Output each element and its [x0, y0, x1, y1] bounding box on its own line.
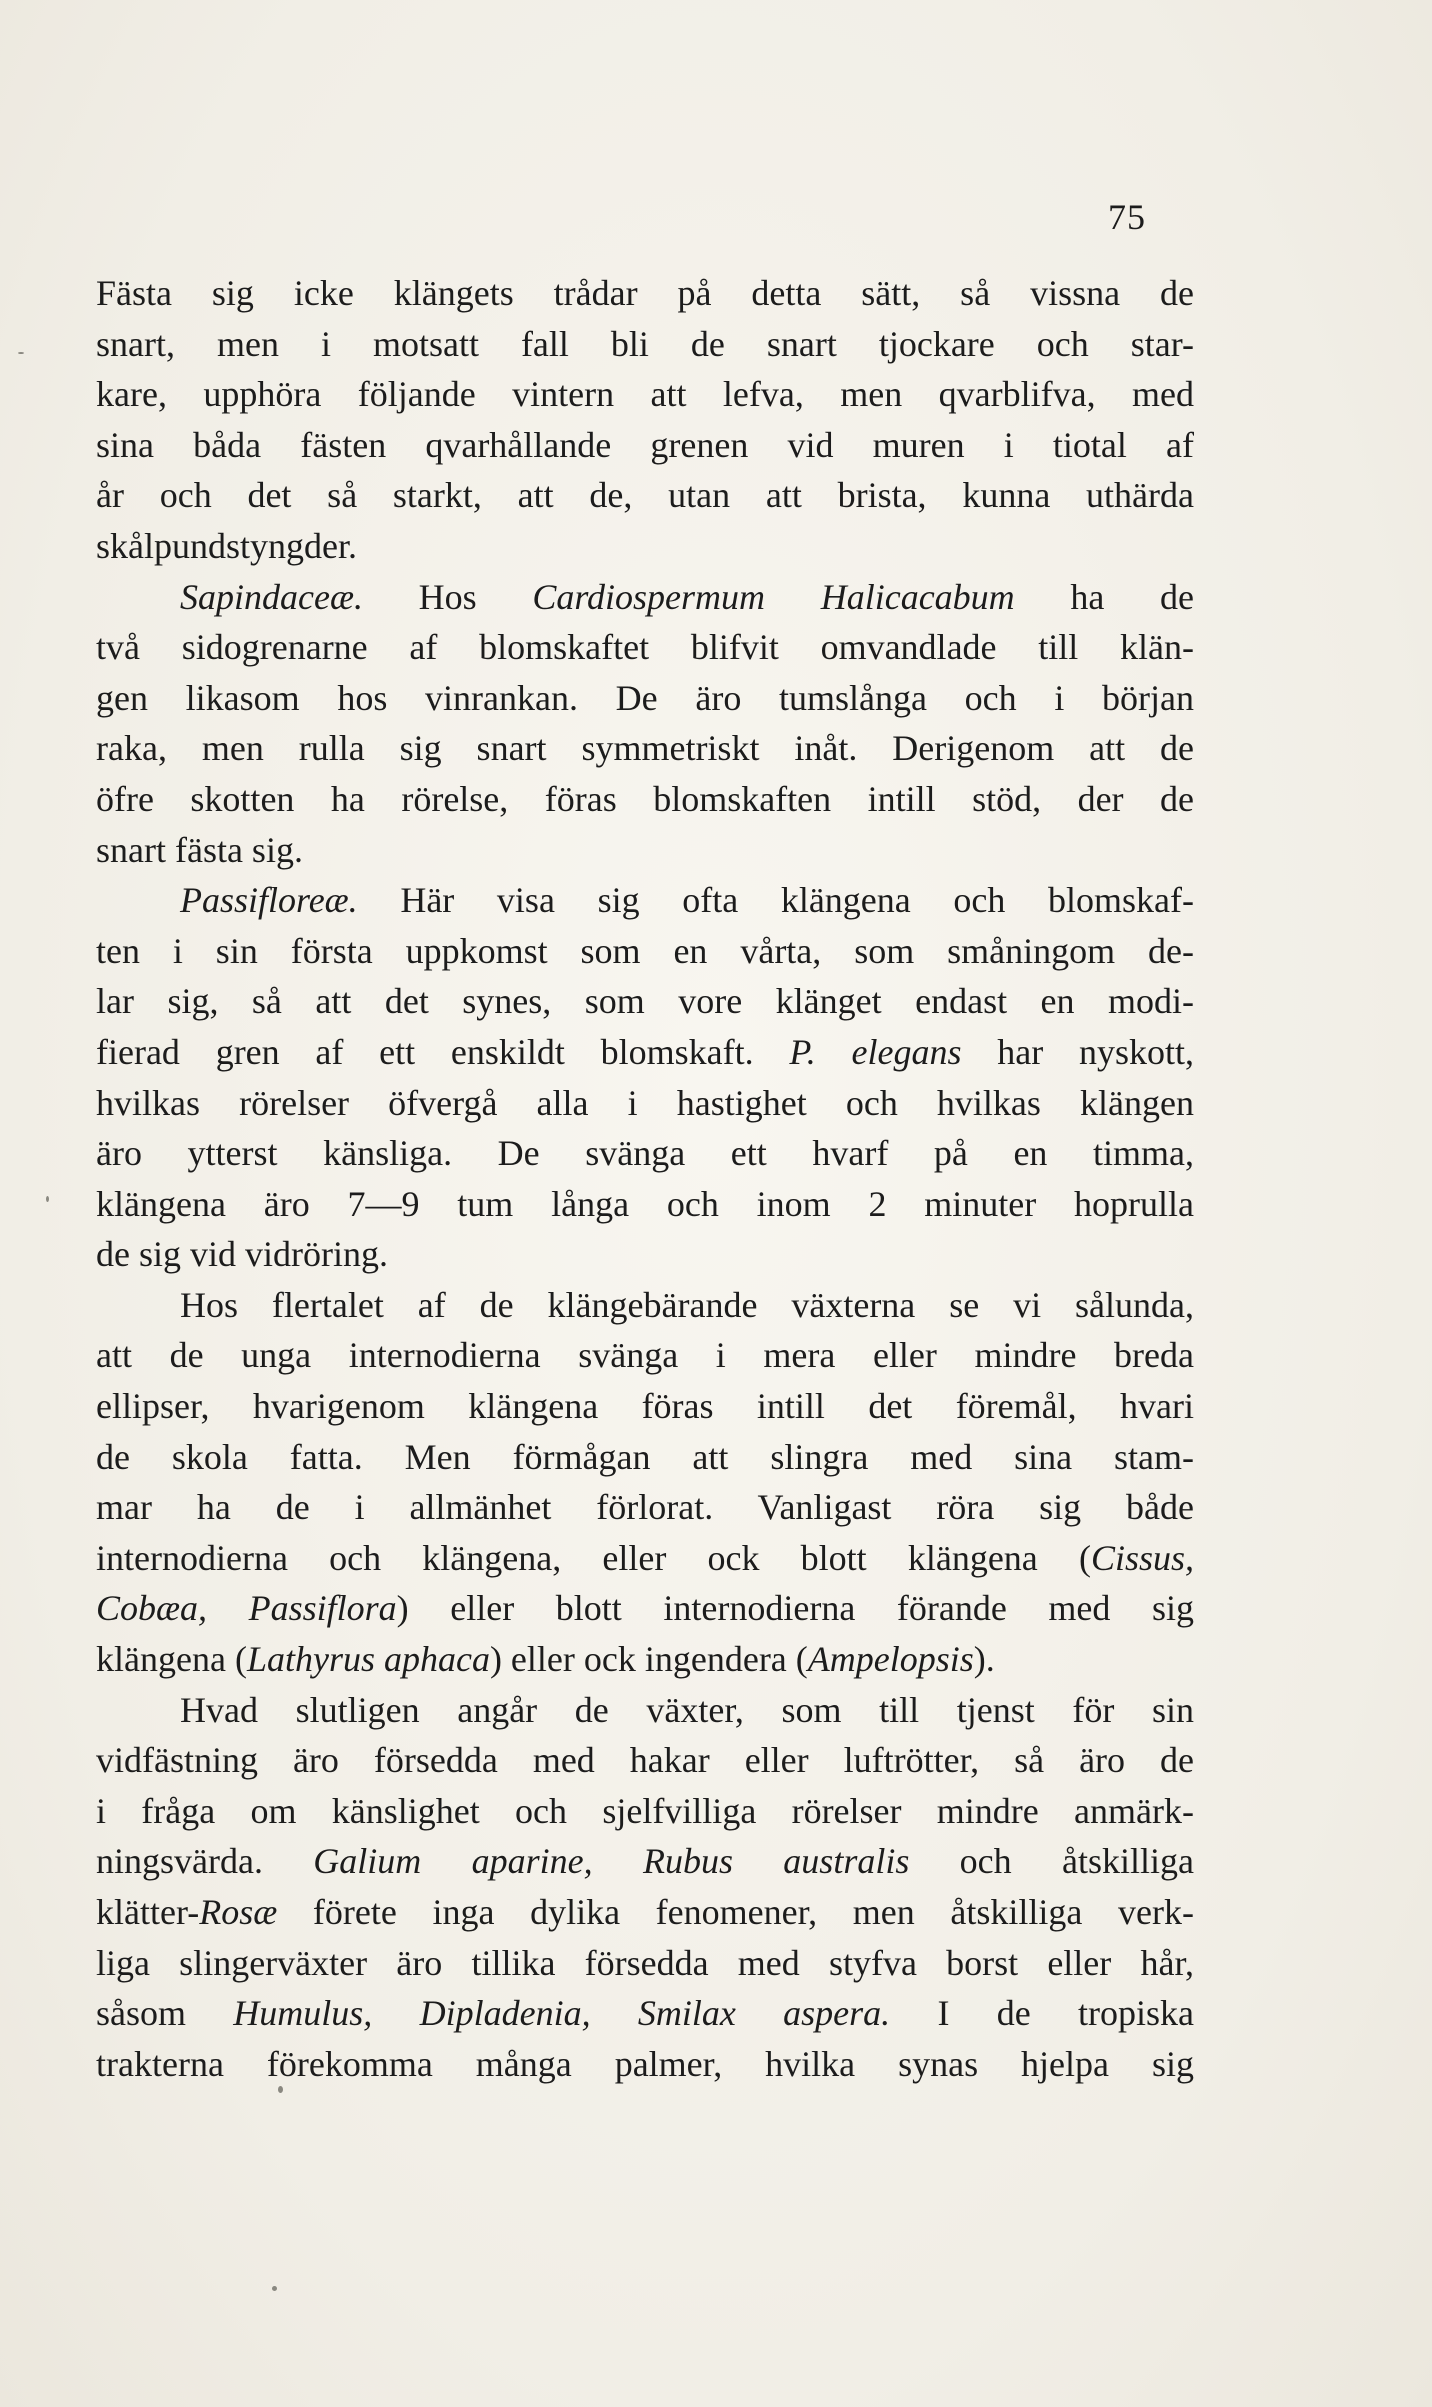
text-line: de sig vid vidröring.	[96, 1234, 388, 1275]
text-line: ellipser, hvarigenom klängena föras intill det föremål, hvari	[96, 1386, 1194, 1427]
text-line: Hos flertalet af de klängebärande växterna se vi sålunda,	[180, 1284, 1194, 1325]
text-line: internodierna och klängena, eller ock blott klängena (Cissus,	[96, 1537, 1194, 1578]
text-line: sina båda fästen qvarhållande grenen vid muren i tiotal af	[96, 424, 1194, 465]
text-line: i fråga om känslighet och sjelfvilliga rörelser mindre anmärk-	[96, 1790, 1194, 1831]
text-line: mar ha de i allmänhet förlorat. Vanligast röra sig både	[96, 1487, 1194, 1528]
text-line: ningsvärda. Galium aparine, Rubus australis och åtskilliga	[96, 1841, 1194, 1882]
text-line: lar sig, så att det synes, som vore klänget endast en modi-	[96, 981, 1194, 1022]
text-line: gen likasom hos vinrankan. De äro tumslånga och i början	[96, 677, 1194, 718]
text-line: de skola fatta. Men förmågan att slingra med sina stam-	[96, 1436, 1194, 1477]
paper-speck	[278, 2086, 283, 2093]
body-text	[96, 268, 1194, 2089]
text-line: trakterna förekomma många palmer, hvilka synas hjelpa sig	[96, 2043, 1194, 2084]
text-line: Hvad slutligen angår de växter, som till tjenst för sin	[180, 1689, 1194, 1730]
text-line: äro ytterst känsliga. De svänga ett hvarf på en timma,	[96, 1133, 1194, 1174]
text-line: raka, men rulla sig snart symmetriskt inåt. Derigenom att de	[96, 728, 1194, 769]
text-line: öfre skotten ha rörelse, föras blomskaften intill stöd, der de	[96, 778, 1194, 819]
text-line: liga slingerväxter äro tillika försedda med styfva borst eller hår,	[96, 1942, 1194, 1983]
text-line: hvilkas rörelser öfvergå alla i hastighet och hvilkas klängen	[96, 1082, 1194, 1123]
text-line: Passifloreæ. Här visa sig ofta klängena och blomskaf-	[180, 880, 1194, 921]
text-line: vidfästning äro försedda med hakar eller luftrötter, så äro de	[96, 1740, 1194, 1781]
text-line: klätter-Rosæ förete inga dylika fenomener, men åtskilliga verk-	[96, 1892, 1194, 1932]
text-line: snart, men i motsatt fall bli de snart tjockare och star-	[96, 323, 1194, 364]
text-line: Fästa sig icke klängets trådar på detta sätt, så vissna de	[96, 273, 1194, 313]
text-line: Sapindaceæ. Hos Cardiospermum Halicacabum ha de	[180, 576, 1195, 617]
text-line: att de unga internodierna svänga i mera eller mindre breda	[96, 1335, 1194, 1376]
text-line: Cobæa, Passiflora) eller blott internodierna förande med sig	[96, 1588, 1194, 1629]
text-line: klängena äro 7—9 tum långa och inom 2 minuter hoprulla	[96, 1183, 1194, 1224]
text-line: kare, upphöra följande vintern att lefva, men qvarblifva, med	[96, 374, 1194, 415]
text-line: såsom Humulus, Dipladenia, Smilax aspera. I de tropiska	[96, 1993, 1195, 2034]
text-line: klängena (Lathyrus aphaca) eller ock ingendera (Ampelopsis).	[96, 1639, 995, 1680]
text-line: år och det så starkt, att de, utan att brista, kunna uthärda	[96, 475, 1194, 516]
text-line: två sidogrenarne af blomskaftet blifvit omvandlade till klän-	[96, 627, 1194, 668]
text-line: ten i sin första uppkomst som en vårta, som småningom de-	[96, 930, 1194, 971]
text-line: snart fästa sig.	[96, 829, 303, 870]
text-line: fierad gren af ett enskildt blomskaft. P. elegans har nyskott,	[96, 1031, 1195, 1072]
paper-speck	[18, 352, 24, 354]
paper-speck	[46, 1196, 49, 1202]
text-line: skålpundstyngder.	[96, 525, 357, 566]
paper-speck	[272, 2286, 277, 2291]
page-number: 75	[1108, 197, 1146, 237]
